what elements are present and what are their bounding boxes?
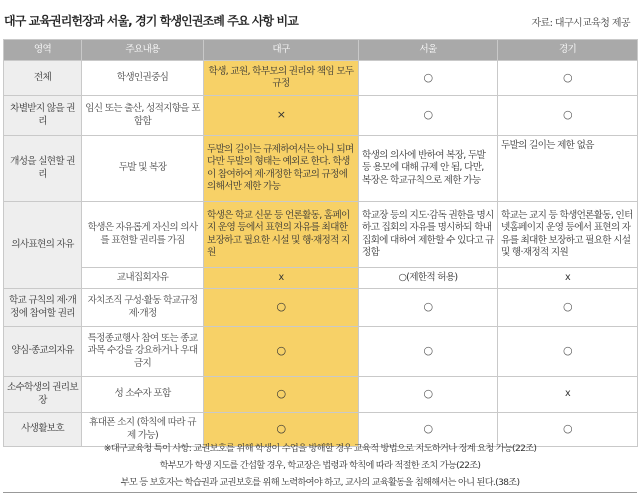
row-daegu: 두발의 길이는 규제하여서는 아니 되며 다만 두발의 형태는 예외로 한다. 학생이 참여하여 제·개정한 학교의 규정에 의해서만 제한 가능 (204, 136, 359, 202)
row-daegu: ○ (204, 327, 359, 377)
row-area: 소수학생의 권리보장 (4, 377, 82, 413)
row-area: 개성을 실현할 권리 (4, 136, 82, 202)
row-seoul: 학교장 등의 지도·감독 권한을 명시하고 집회의 자유를 명시하되 학내 집회에 대하여 제한할 수 있다고 규정함 (359, 202, 498, 268)
row-area: 차별받지 않을 권리 (4, 96, 82, 136)
row-daegu: ○ (204, 413, 359, 447)
row-seoul: ○ (359, 289, 498, 327)
row-content: 학생은 자유롭게 자신의 의사를 표현할 권리를 가짐 (82, 202, 204, 268)
row-gyeonggi: ○ (498, 327, 638, 377)
row-seoul: ○ (359, 61, 498, 96)
row-content: 성 소수자 포함 (82, 377, 204, 413)
row-content: 임신 또는 출산, 성적지향을 포함함 (82, 96, 204, 136)
footnote-line: 부모 등 보호자는 학습권과 교권보호를 위해 노력하여야 하고, 교사의 교육활동을 침해해서는 아니 된다.(38조) (120, 477, 520, 488)
column-header-gyeonggi: 경기 (498, 40, 638, 61)
row-content: 특정종교행사 참여 또는 종교과목 수강을 강요하거나 우대 금지 (82, 327, 204, 377)
comparison-table (3, 39, 638, 447)
column-header-content: 주요내용 (82, 40, 204, 61)
row-area: 양심·종교의자유 (4, 327, 82, 377)
table-row (4, 268, 638, 289)
row-seoul: ○(제한적 허용) (359, 268, 498, 289)
footnote-line: 학부모가 학생 지도를 간섭할 경우, 학교장은 법령과 학칙에 따라 적절한 조치 가능(22조) (159, 460, 481, 471)
row-gyeonggi: ○ (498, 413, 638, 447)
row-daegu: ○ (204, 377, 359, 413)
row-content: 자치조직 구성·활동 학교규정 제·개정 (82, 289, 204, 327)
row-daegu: 학생, 교원, 학부모의 권리와 책임 모두 규정 (204, 61, 359, 96)
table-row (4, 61, 638, 96)
row-gyeonggi: ○ (498, 289, 638, 327)
table-row (4, 377, 638, 413)
table-row (4, 96, 638, 136)
row-gyeonggi: 학교는 교지 등 학생언론활동, 인터넷홈페이지 운영 등에서 표현의 자유를 최대한 보장하고 필요한 시설 및 행·재정적 지원 (498, 202, 638, 268)
row-seoul: 학생의 의사에 반하여 복장, 두발 등 용모에 대해 규제 안 됨, 다만, 복장은 학교규칙으로 제한 가능 (359, 136, 498, 202)
row-area: 학교 규칙의 제·개정에 참여할 권리 (4, 289, 82, 327)
row-seoul: ○ (359, 96, 498, 136)
row-content: 교내집회자유 (82, 268, 204, 289)
row-gyeonggi: ○ (498, 61, 638, 96)
row-daegu: ○ (204, 289, 359, 327)
table-row (4, 327, 638, 377)
row-gyeonggi: ○ (498, 96, 638, 136)
row-area: 의사표현의 자유 (4, 202, 82, 289)
column-header-seoul: 서울 (359, 40, 498, 61)
row-seoul: ○ (359, 413, 498, 447)
row-seoul: ○ (359, 327, 498, 377)
title-bar (0, 0, 640, 38)
column-header-daegu: 대구 (204, 40, 359, 61)
table-row (4, 202, 638, 268)
table-row (4, 289, 638, 327)
row-content: 휴대폰 소지 (학칙에 따라 규제 가능) (82, 413, 204, 447)
row-content: 학생인권중심 (82, 61, 204, 96)
row-daegu: x (204, 268, 359, 289)
source-credit: 자료: 대구시교육청 제공 (531, 18, 630, 29)
row-gyeonggi: x (498, 268, 638, 289)
row-area: 사생활보호 (4, 413, 82, 447)
table-row (4, 136, 638, 202)
row-content: 두발 및 복장 (82, 136, 204, 202)
row-gyeonggi: x (498, 377, 638, 413)
row-daegu: 학생은 학교 신문 등 언론활동, 홈페이지 운영 등에서 표현의 자유를 최대한 보장하고 필요한 시설 및 행·재정적 지원 (204, 202, 359, 268)
bottom-rule (3, 492, 637, 493)
footnote-line: ※대구교육청 특이 사항: 교권보호를 위해 학생이 수업을 방해할 경우 교육적 방법으로 지도하거나 징계 요청 가능(22조) (103, 443, 537, 454)
table-header-row (4, 40, 638, 61)
row-seoul: ○ (359, 377, 498, 413)
page-title: 대구 교육권리헌장과 서울, 경기 학생인권조례 주요 사항 비교 (4, 14, 298, 28)
column-header-area: 영역 (4, 40, 82, 61)
row-daegu: × (204, 96, 359, 136)
row-gyeonggi: 두발의 길이는 제한 없음 (498, 136, 638, 202)
row-area: 전체 (4, 61, 82, 96)
